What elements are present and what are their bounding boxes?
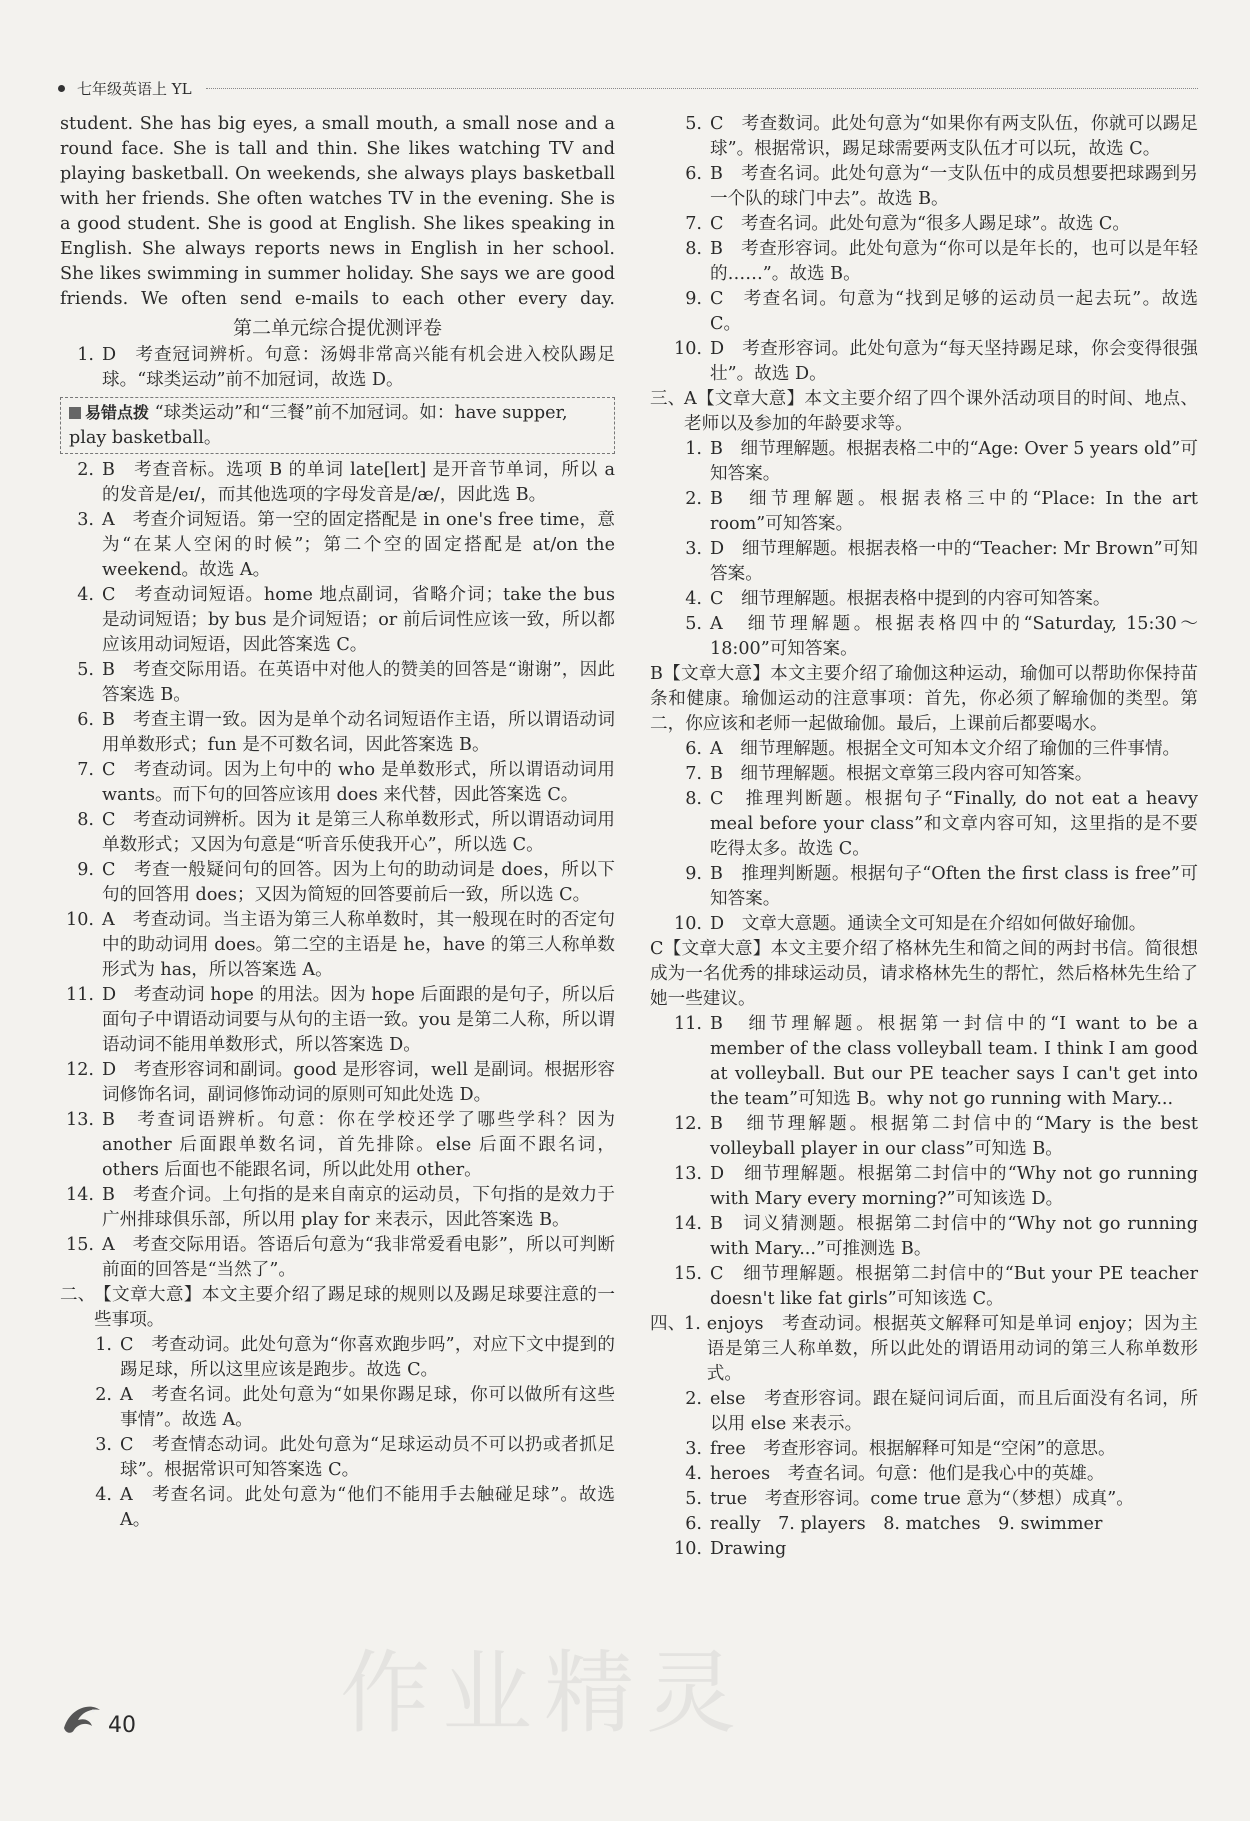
part2-list	[60, 1333, 615, 1533]
page-number: 40	[108, 1713, 136, 1738]
answer-text: else 考查形容词。跟在疑问词后面，而且后面没有名词，所以用 else 来表示。	[710, 1389, 1198, 1434]
answer-number: 4.	[685, 1464, 702, 1484]
header-title: 七年级英语上 YL	[77, 79, 192, 98]
part3-heading	[650, 387, 1198, 437]
answer-text: A 考查交际用语。答语后句意为“我非常爱看电影”，所以可判断前面的回答是“当然了”。	[102, 1235, 615, 1280]
bullet-dot-icon	[58, 85, 65, 92]
answer-number: 1.	[685, 439, 702, 459]
answer-text: D 考查形容词和副词。good 是形容词，well 是副词。根据形容词修饰名词，副词修饰动词的原则可知此处选 D。	[102, 1060, 615, 1105]
part4-number: 四、	[650, 1314, 686, 1334]
answer-item	[60, 1483, 615, 1533]
answer-number: 3.	[685, 539, 702, 559]
answer-number: 8.	[77, 810, 94, 830]
answer-number: 11.	[674, 1014, 702, 1034]
section-title: 第二单元综合提优测评卷	[232, 317, 442, 339]
answer-number: 14.	[674, 1214, 702, 1234]
answer-text: D 考查动词 hope 的用法。因为 hope 后面跟的是句子，所以后面句子中谓语动词要与从句的主语一致。you 是第二人称，所以谓语动词不能用单数形式，所以答案选 D。	[102, 985, 615, 1055]
answer-text: A 考查介词短语。第一空的固定搭配是 in one's free time，意为“在某人空闲的时候”；第二个空的固定搭配是 at/on the weekend。故选 A。	[102, 510, 615, 580]
answer-text: A 考查动词。当主语为第三人称单数时，其一般现在时的否定句中的助动词用 does。第二空的主语是 he，have 的第三人称单数形式为 has，所以答案选 A。	[102, 910, 615, 980]
answer-number: 13.	[66, 1110, 94, 1130]
answer-number: 2.	[685, 1389, 702, 1409]
answer-item	[650, 612, 1198, 662]
answer-text: true 考查形容词。come true 意为“（梦想）成真”。	[710, 1489, 1134, 1509]
answer-item	[650, 787, 1198, 862]
answer-text: A 细节理解题。根据全文可知本文介绍了瑜伽的三件事情。	[710, 739, 1181, 759]
answer-number: 15.	[66, 1235, 94, 1255]
answer-number: 2.	[685, 489, 702, 509]
answer-item	[60, 1433, 615, 1483]
answer-item	[60, 458, 615, 508]
answer-number: 10.	[674, 914, 702, 934]
answer-text: C 考查数词。此处句意为“如果你有两支队伍，你就可以踢足球”。根据常识，踢足球需要两支队伍才可以玩，故选 C。	[710, 114, 1198, 159]
answer-text: B 细节理解题。根据文章第三段内容可知答案。	[710, 764, 1093, 784]
part3-intro-c: C【文章大意】本文主要介绍了格林先生和简之间的两封书信。简很想成为一名优秀的排球运动员，请求格林先生的帮忙，然后格林先生给了她一些建议。	[650, 939, 1198, 1009]
answer-text: B 推理判断题。根据句子“Often the first class is free”可知答案。	[710, 864, 1198, 909]
answer-number: 2.	[77, 460, 94, 480]
answer-text: B 考查形容词。此处句意为“你可以是年长的，也可以是年轻的……”。故选 B。	[710, 239, 1198, 284]
answer-number: 13.	[674, 1164, 702, 1184]
tip-box	[60, 397, 615, 454]
dolphin-logo-icon	[60, 1698, 104, 1738]
answer-item	[60, 583, 615, 658]
part3-intro-b: B【文章大意】本文主要介绍了瑜伽这种运动，瑜伽可以帮助你保持苗条和健康。瑜伽运动的注意事项：首先，你必须了解瑜伽的类型。第二，你应该和老师一起做瑜伽。最后，上课前后都要喝水。	[650, 664, 1198, 734]
answer-item	[650, 1162, 1198, 1212]
answer-text: C 考查动词。因为上句中的 who 是单数形式，所以谓语动词用 wants。而下句的回答应该用 does 来代替，因此答案选 C。	[102, 760, 615, 805]
answer-item	[650, 912, 1198, 937]
answer-number: 4.	[95, 1485, 112, 1505]
answer-item	[60, 908, 615, 983]
answer-number: 5.	[685, 114, 702, 134]
answer-text: B 考查主谓一致。因为是单个动名词短语作主语，所以谓语动词用单数形式；fun 是不可数名词，因此答案选 B。	[102, 710, 615, 755]
part4-list	[650, 1387, 1198, 1562]
tip-label: 易错点拨	[85, 403, 150, 422]
part4-heading	[650, 1312, 1198, 1387]
answer-number: 5.	[685, 1489, 702, 1509]
answer-item	[60, 1058, 615, 1108]
answer-item	[650, 162, 1198, 212]
answer-number: 7.	[685, 214, 702, 234]
answer-number: 6.	[685, 1514, 702, 1534]
answer-text: D 细节理解题。根据表格一中的“Teacher: Mr Brown”可知答案。	[710, 539, 1198, 584]
answer-item	[650, 437, 1198, 487]
header-rule	[206, 87, 1198, 89]
answer-item	[60, 1108, 615, 1183]
answer-number: 1.	[77, 345, 94, 365]
answer-item	[650, 1112, 1198, 1162]
answer-number: 8.	[685, 239, 702, 259]
answer-item	[60, 658, 615, 708]
answer-item	[60, 1233, 615, 1283]
answer-number: 1.	[684, 1314, 701, 1334]
left-column	[60, 112, 615, 1533]
answer-item	[60, 858, 615, 908]
answer-item	[60, 508, 615, 583]
part3-a-list	[650, 437, 1198, 662]
part1-list	[60, 343, 615, 393]
answer-text: A 细节理解题。根据表格四中的“Saturday, 15:30～18:00”可知答案。	[710, 614, 1198, 659]
answer-item	[60, 808, 615, 858]
answer-number: 9.	[685, 289, 702, 309]
answer-item	[650, 112, 1198, 162]
answer-number: 6.	[685, 739, 702, 759]
answer-text: A 考查名词。此处句意为“他们不能用手去触碰足球”。故选 A。	[120, 1485, 615, 1530]
answer-text: Drawing	[710, 1539, 787, 1559]
answer-text: C 考查情态动词。此处句意为“足球运动员不可以扔或者抓足球”。根据常识可知答案选 C。	[120, 1435, 615, 1480]
answer-item	[60, 708, 615, 758]
answer-number: 8.	[685, 789, 702, 809]
answer-text: B 考查交际用语。在英语中对他人的赞美的回答是“谢谢”，因此答案选 B。	[102, 660, 615, 705]
part3-b-list	[650, 737, 1198, 937]
answer-text: D 考查形容词。此处句意为“每天坚持踢足球，你会变得很强壮”。故选 D。	[710, 339, 1198, 384]
part1b-list	[60, 458, 615, 1283]
answer-number: 3.	[77, 510, 94, 530]
tip-icon	[69, 407, 81, 419]
answer-number: 10.	[674, 1539, 702, 1559]
answer-item	[650, 1537, 1198, 1562]
part3-intro-a: A【文章大意】本文主要介绍了四个课外活动项目的时间、地点、老师以及参加的年龄要求等。	[684, 389, 1198, 434]
answer-number: 4.	[685, 589, 702, 609]
answer-item	[650, 337, 1198, 387]
answer-text: B 考查名词。此处句意为“一支队伍中的成员想要把球踢到另一个队的球门中去”。故选 B。	[710, 164, 1198, 209]
answer-number: 5.	[685, 614, 702, 634]
answer-item	[60, 1333, 615, 1383]
answer-item	[650, 587, 1198, 612]
answer-text: heroes 考查名词。句意：他们是我心中的英雄。	[710, 1464, 1105, 1484]
answer-text: B 细节理解题。根据表格二中的“Age: Over 5 years old”可知答案。	[710, 439, 1198, 484]
answer-number: 10.	[66, 910, 94, 930]
answer-number: 14.	[66, 1185, 94, 1205]
answer-text: C 考查动词辨析。因为 it 是第三人称单数形式，所以谓语动词用单数形式；又因为句意是“听音乐使我开心”，所以选 C。	[102, 810, 615, 855]
answer-item	[650, 1462, 1198, 1487]
answer-text: A 考查名词。此处句意为“如果你踢足球，你可以做所有这些事情”。故选 A。	[120, 1385, 615, 1430]
answer-item	[650, 1387, 1198, 1437]
answer-text: really 7. players 8. matches 9. swimmer	[710, 1514, 1103, 1534]
answer-text: D 细节理解题。根据第二封信中的“Why not go running with Mary every morning?”可知该选 D。	[710, 1164, 1198, 1209]
answer-item	[650, 237, 1198, 287]
answer-number: 6.	[685, 164, 702, 184]
answer-text: B 词义猜测题。根据第二封信中的“Why not go running with Mary...”可推测选 B。	[710, 1214, 1198, 1259]
answer-text: C 考查名词。句意为“找到足够的运动员一起去玩”。故选 C。	[710, 289, 1198, 334]
answer-text: B 细节理解题。根据第一封信中的“I want to be a member of the class volleyball team. I think I am good at volleyball. But our PE teacher says I can't get into the team”可知选 B。why not go running with Mary...	[710, 1014, 1198, 1109]
answer-text: C 推理判断题。根据句子“Finally, do not eat a heavy meal before your class”和文章内容可知，这里指的是不要吃得太多。故选 C。	[710, 789, 1198, 859]
answer-number: 9.	[77, 860, 94, 880]
part4-first: enjoys 考查动词。根据英文解释可知是单词 enjoy；因为主语是第三人称单数，所以此处的谓语用动词的第三人称单数形式。	[706, 1314, 1198, 1384]
answer-number: 7.	[77, 760, 94, 780]
answer-item	[650, 762, 1198, 787]
answer-item	[650, 1012, 1198, 1112]
answer-text: D 考查冠词辨析。句意：汤姆非常高兴能有机会进入校队踢足球。“球类运动”前不加冠词，故选 D。	[102, 345, 615, 390]
answer-item	[650, 862, 1198, 912]
part2-heading	[60, 1283, 615, 1333]
part2-intro: 【文章大意】本文主要介绍了踢足球的规则以及踢足球要注意的一些事项。	[94, 1285, 615, 1330]
answer-number: 3.	[685, 1439, 702, 1459]
answer-item	[60, 983, 615, 1058]
answer-item	[650, 1262, 1198, 1312]
answer-text: B 考查介词。上句指的是来自南京的运动员，下句指的是效力于广州排球俱乐部，所以用 play for 来表示，因此答案选 B。	[102, 1185, 615, 1230]
answer-item	[650, 737, 1198, 762]
answer-text: free 考查形容词。根据解释可知是“空闲”的意思。	[710, 1439, 1116, 1459]
right-column	[650, 112, 1198, 1562]
part2-list-continued	[650, 112, 1198, 387]
answer-text: C 细节理解题。根据第二封信中的“But your PE teacher doesn't like fat girls”可知该选 C。	[710, 1264, 1198, 1309]
answer-text: B 细节理解题。根据第二封信中的“Mary is the best volleyball player in our class”可知选 B。	[710, 1114, 1198, 1159]
answer-text: C 考查动词短语。home 地点副词，省略介词；take the bus 是动词短语；by bus 是介词短语；or 前后词性应该一致，所以都应该用动词短语，因此答案选 C。	[102, 585, 615, 655]
part2-number: 二、	[60, 1285, 96, 1305]
answer-text: B 考查音标。选项 B 的单词 late[leɪt] 是开音节单词，所以 a 的发音是/eɪ/，而其他选项的字母发音是/æ/，因此选 B。	[102, 460, 615, 505]
answer-item	[60, 758, 615, 808]
answer-item	[650, 537, 1198, 587]
answer-number: 3.	[95, 1435, 112, 1455]
answer-number: 7.	[685, 764, 702, 784]
answer-number: 2.	[95, 1385, 112, 1405]
answer-text: B 考查词语辨析。句意：你在学校还学了哪些学科？因为 another 后面跟单数名词，首先排除。else 后面不跟名词，others 后面也不能跟名词，所以此处用 other。	[102, 1110, 615, 1180]
answer-item	[650, 487, 1198, 537]
answer-number: 12.	[674, 1114, 702, 1134]
answer-item	[650, 287, 1198, 337]
watermark: 作业精灵	[340, 1641, 748, 1746]
page-header	[58, 76, 1198, 100]
answer-item	[650, 1437, 1198, 1462]
answer-number: 6.	[77, 710, 94, 730]
answer-text: B 细节理解题。根据表格三中的“Place: In the art room”可知答案。	[710, 489, 1198, 534]
answer-item	[60, 1183, 615, 1233]
answer-item	[650, 1487, 1198, 1512]
answer-number: 4.	[77, 585, 94, 605]
page-footer	[60, 1698, 136, 1738]
answer-number: 1.	[95, 1335, 112, 1355]
tip-text: “球类运动”和“三餐”前不加冠词。如：have supper, play basketball。	[69, 403, 568, 448]
answer-number: 10.	[674, 339, 702, 359]
part3-number: 三、	[650, 389, 686, 409]
answer-number: 9.	[685, 864, 702, 884]
answer-text: D 文章大意题。通读全文可知是在介绍如何做好瑜伽。	[710, 914, 1147, 934]
answer-text: C 考查名词。此处句意为“很多人踢足球”。故选 C。	[710, 214, 1130, 234]
answer-item	[650, 212, 1198, 237]
essay-ending: student. She has big eyes, a small mouth, a small nose and a round face. She is tall and thin. She likes watching TV and playing basketball. On weekends, she always plays basketball with her friends. She often watches TV in the evening. She is a good student. She is good at English. She likes speaking in English. She always reports news in English in her school. She likes swimming in summer holiday. She says we are good friends. We often send e-mails to each other every day.	[60, 114, 615, 309]
answer-item	[60, 1383, 615, 1433]
answer-item	[60, 343, 615, 393]
answer-number: 15.	[674, 1264, 702, 1284]
answer-text: C 考查一般疑问句的回答。因为上句的助动词是 does，所以下句的回答用 does；又因为简短的回答要前后一致，所以选 C。	[102, 860, 615, 905]
answer-number: 11.	[66, 985, 94, 1005]
part3-c-list	[650, 1012, 1198, 1312]
answer-item	[650, 1512, 1198, 1537]
answer-text: C 考查动词。此处句意为“你喜欢跑步吗”，对应下文中提到的踢足球，所以这里应该是跑步。故选 C。	[120, 1335, 615, 1380]
answer-number: 12.	[66, 1060, 94, 1080]
answer-item	[650, 1212, 1198, 1262]
answer-text: C 细节理解题。根据表格中提到的内容可知答案。	[710, 589, 1111, 609]
answer-number: 5.	[77, 660, 94, 680]
